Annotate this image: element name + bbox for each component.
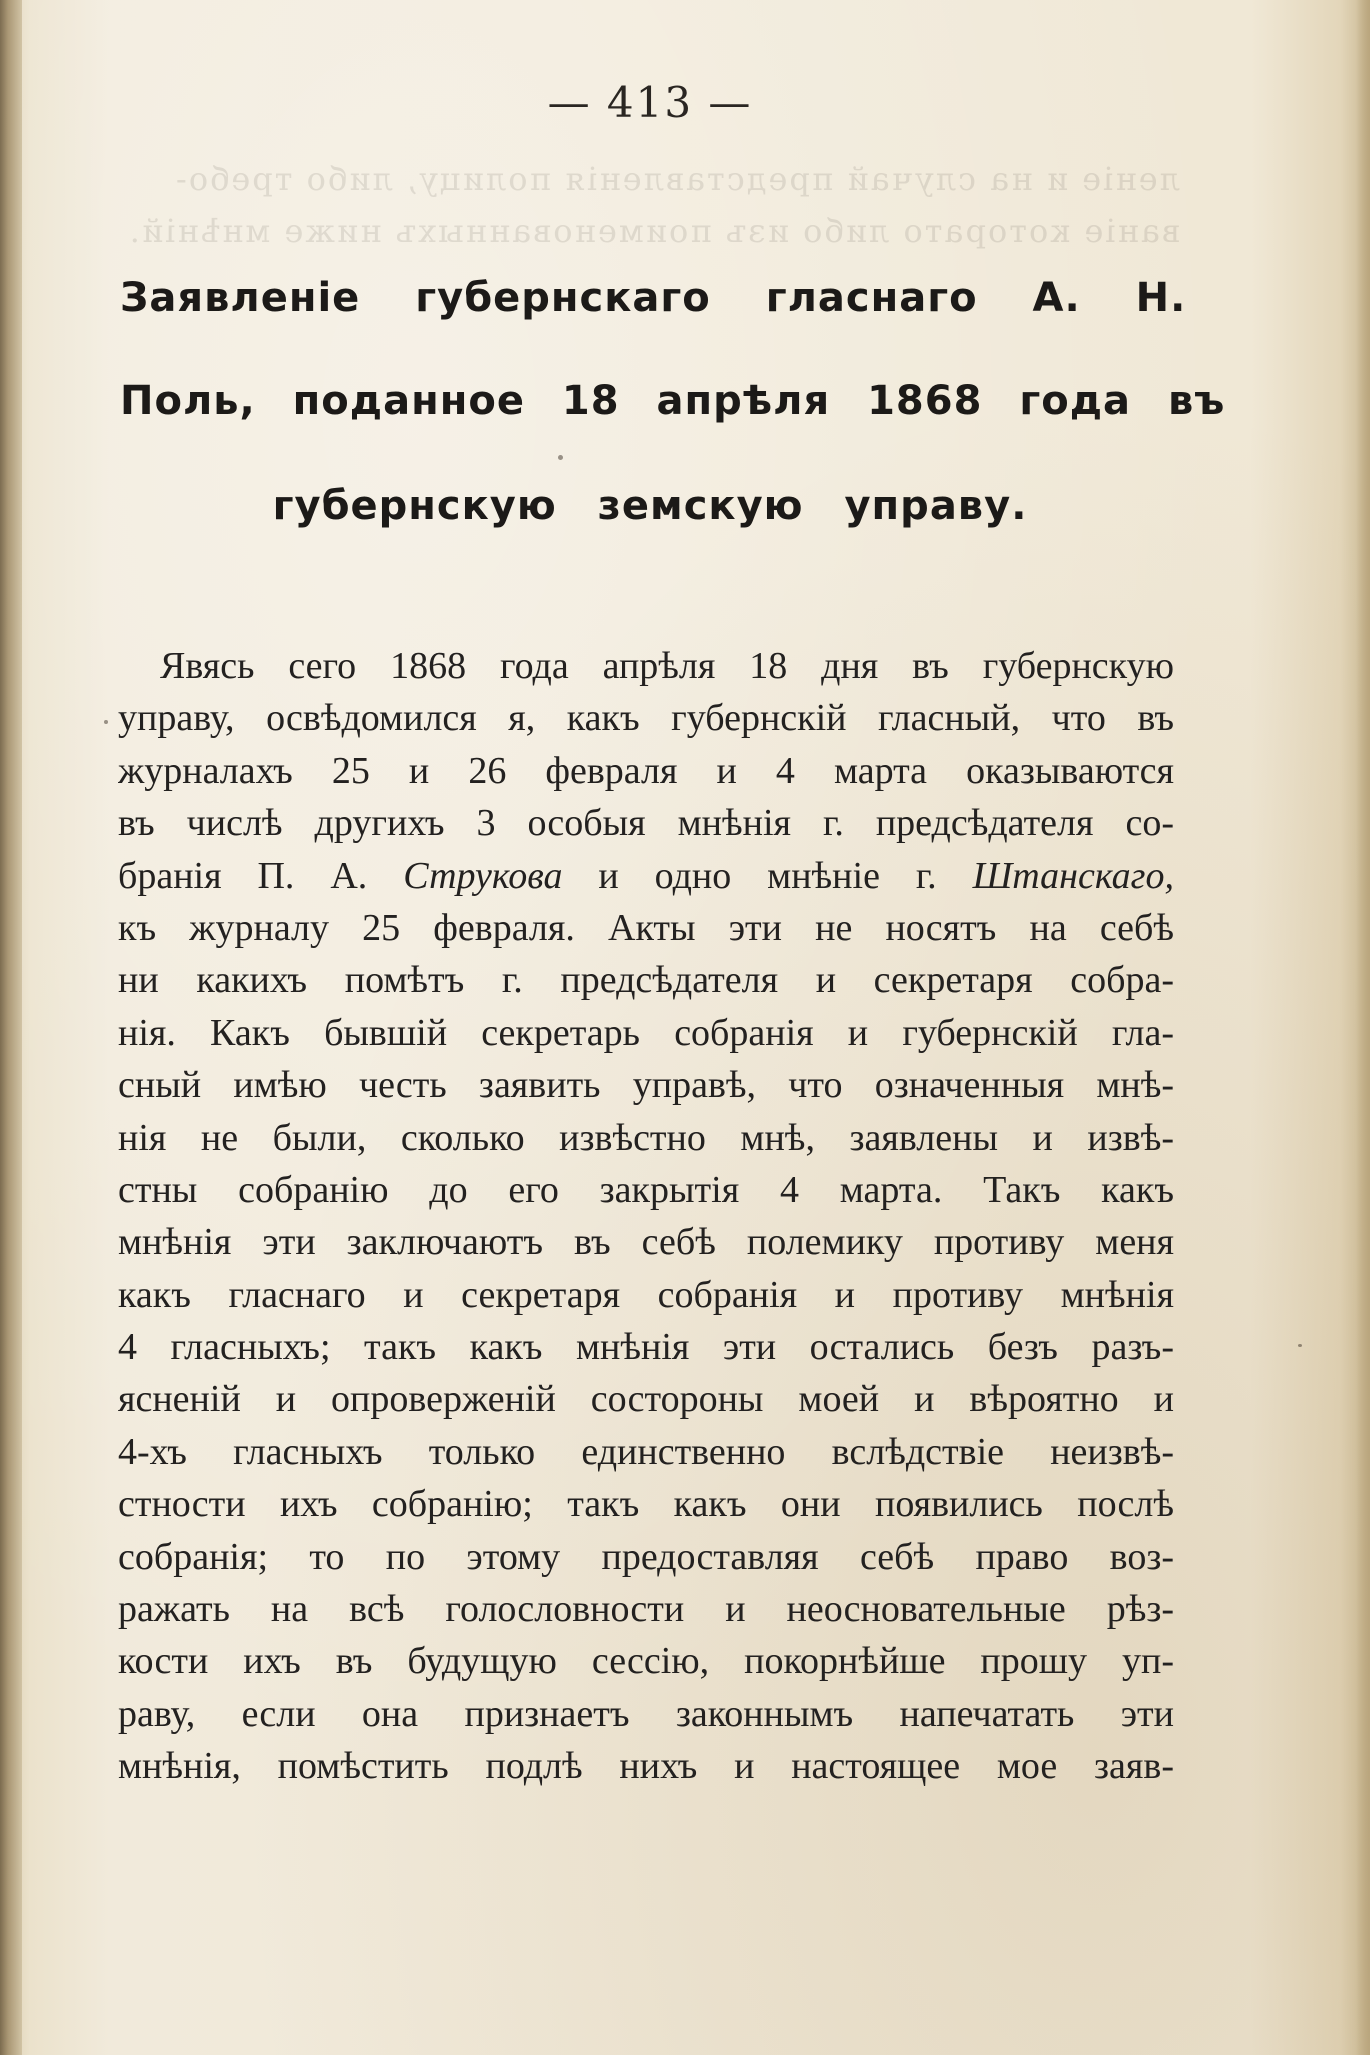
body-line: 4-хъ гласныхъ только единственно вслѣдствіе неизвѣ-: [118, 1430, 1174, 1473]
paper-speck: [104, 720, 108, 724]
italic-name-shtanskiy: Штанскаго,: [972, 854, 1174, 897]
body-paragraph: [118, 640, 1174, 1793]
paper-speck: [1298, 1344, 1302, 1347]
body-line: собранія; то по этому предоставляя себѣ право воз-: [118, 1535, 1174, 1578]
body-line: ясненій и опроверженій состороны моей и вѣроятно и: [118, 1378, 1174, 1421]
body-line: Явясь сего 1868 года апрѣля 18 дня въ губернскую: [160, 645, 1174, 687]
body-line: стности ихъ собранію; такъ какъ они появились послѣ: [118, 1483, 1174, 1526]
title-line-2: Поль, поданное 18 апрѣля 1868 года въ: [120, 378, 1226, 424]
page-number: — 413 —: [547, 78, 753, 127]
body-line: раву, если она признаетъ законнымъ напечатать эти: [118, 1692, 1174, 1735]
bleed-through-line: ваніе которато либо изъ поименованныхъ ниже мнѣній.: [127, 212, 1180, 250]
title-line-1: Заявленіе губернскаго гласнаго А. Н.: [120, 275, 1187, 321]
title-line-3: губернскую земскую управу.: [272, 483, 1028, 529]
body-line: нія не были, сколько извѣстно мнѣ, заявлены и извѣ-: [118, 1116, 1174, 1159]
body-line: какъ гласнаго и секретаря собранія и противу мнѣнія: [118, 1273, 1174, 1316]
body-line-with-names: [118, 850, 1174, 902]
body-line: управу, освѣдомился я, какъ губернскій гласный, что въ: [118, 697, 1174, 740]
body-line: мнѣнія эти заключаютъ въ себѣ полемику противу меня: [118, 1221, 1174, 1264]
body-text-span: и одно мнѣніе г.: [598, 854, 937, 897]
body-text-span: бранія П. А.: [118, 854, 368, 897]
body-line: журналахъ 25 и 26 февраля и 4 марта оказываются: [118, 749, 1174, 792]
body-line: кости ихъ въ будущую сессію, покорнѣйше прошу уп-: [118, 1640, 1174, 1683]
body-line: мнѣнія, помѣстить подлѣ нихъ и настоящее мое заяв-: [118, 1745, 1174, 1788]
italic-name-strukov: Струкова: [403, 854, 563, 897]
body-line: 4 гласныхъ; такъ какъ мнѣнія эти остались безъ разъ-: [118, 1326, 1174, 1369]
page-binding-edge: [0, 0, 22, 2055]
body-line: сный имѣю честь заявить управѣ, что означенныя мнѣ-: [118, 1064, 1174, 1107]
page-right-edge: [1356, 0, 1370, 2055]
body-line: ни какихъ помѣтъ г. предсѣдателя и секретаря собра-: [118, 959, 1174, 1002]
bleed-through-line: леніе и на случай представленія полицу, либо требо-: [173, 160, 1180, 198]
paper-speck: [558, 455, 563, 460]
body-line: нія. Какъ бывшій секретарь собранія и губернскій гла-: [118, 1011, 1174, 1054]
body-line: стны собранію до его закрытія 4 марта. Такъ какъ: [118, 1168, 1174, 1211]
body-line: къ журналу 25 февраля. Акты эти не носятъ на себѣ: [118, 906, 1174, 949]
body-line: въ числѣ другихъ 3 особыя мнѣнія г. предсѣдателя со-: [118, 802, 1174, 845]
body-line: ражать на всѣ голословности и неосновательные рѣз-: [118, 1588, 1174, 1631]
